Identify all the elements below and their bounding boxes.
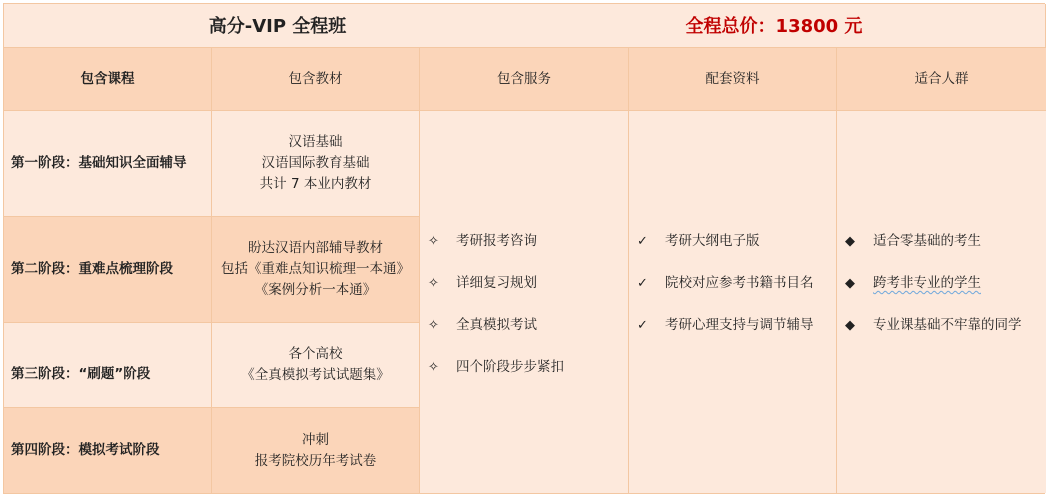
material-line: 《案例分析一本通》 — [254, 282, 377, 298]
list-item: ◆ 专业课基础不牢靠的同学 — [845, 315, 1046, 336]
stage-2-name: 第二阶段：重难点梳理阶段 — [4, 217, 212, 323]
title-row — [4, 4, 1046, 48]
material-line: 汉语基础 — [288, 134, 343, 150]
diamond-icon: ◆ — [845, 276, 855, 291]
list-item: ✓ 考研心理支持与调节辅导 — [637, 315, 836, 336]
list-item: ◆ 跨考非专业的学生 — [845, 273, 1046, 294]
sparkle-icon: ✧ — [428, 318, 439, 333]
stage-2-materials — [212, 217, 420, 323]
audience-list — [837, 111, 1046, 493]
header-resources: 配套资料 — [629, 48, 837, 111]
list-item: ✧ 四个阶段步步紧扣 — [428, 357, 628, 378]
stage-1-name: 第一阶段：基础知识全面辅导 — [4, 111, 212, 217]
sparkle-icon: ✧ — [428, 360, 439, 375]
material-line: 报考院校历年考试卷 — [254, 452, 377, 469]
diamond-icon: ◆ — [845, 318, 855, 333]
stage-1-materials — [212, 111, 420, 217]
material-line: 冲刺 — [302, 431, 329, 448]
list-item: ✧ 全真模拟考试 — [428, 315, 628, 336]
stage-4-name: 第四阶段：模拟考试阶段 — [4, 408, 212, 493]
course-table — [3, 3, 1045, 494]
list-item: ✧ 考研报考咨询 — [428, 231, 628, 252]
list-item: ✓ 院校对应参考书籍书目名 — [637, 273, 836, 294]
list-item: ✓ 考研大纲电子版 — [637, 231, 836, 252]
sparkle-icon: ✧ — [428, 276, 439, 291]
check-icon: ✓ — [637, 234, 648, 249]
header-audience: 适合人群 — [837, 48, 1046, 111]
material-line: 包括《重难点知识梳理一本通》 — [221, 261, 410, 277]
services-list — [420, 111, 629, 493]
stage-4-materials — [212, 408, 420, 493]
check-icon: ✓ — [637, 276, 648, 291]
stage-3-materials — [212, 323, 420, 408]
course-title: 高分-VIP 全程班 — [208, 15, 347, 37]
total-price: 全程总价：13800 元 — [685, 15, 863, 37]
material-line: 汉语国际教育基础 — [261, 155, 370, 171]
material-line: 共计 7 本业内教材 — [259, 176, 372, 192]
material-line: 各个高校 — [288, 346, 343, 362]
material-line: 《全真模拟考试试题集》 — [241, 367, 390, 383]
sparkle-icon: ✧ — [428, 234, 439, 249]
header-materials: 包含教材 — [212, 48, 420, 111]
header-courses: 包含课程 — [4, 48, 212, 111]
stage-3-name: 第三阶段：“刷题”阶段 — [4, 323, 212, 408]
material-line: 盼达汉语内部辅导教材 — [248, 240, 383, 256]
diamond-icon: ◆ — [845, 234, 855, 249]
list-item: ◆ 适合零基础的考生 — [845, 231, 1046, 252]
resources-list — [629, 111, 837, 493]
list-item: ✧ 详细复习规划 — [428, 273, 628, 294]
header-services: 包含服务 — [420, 48, 629, 111]
check-icon: ✓ — [637, 318, 648, 333]
